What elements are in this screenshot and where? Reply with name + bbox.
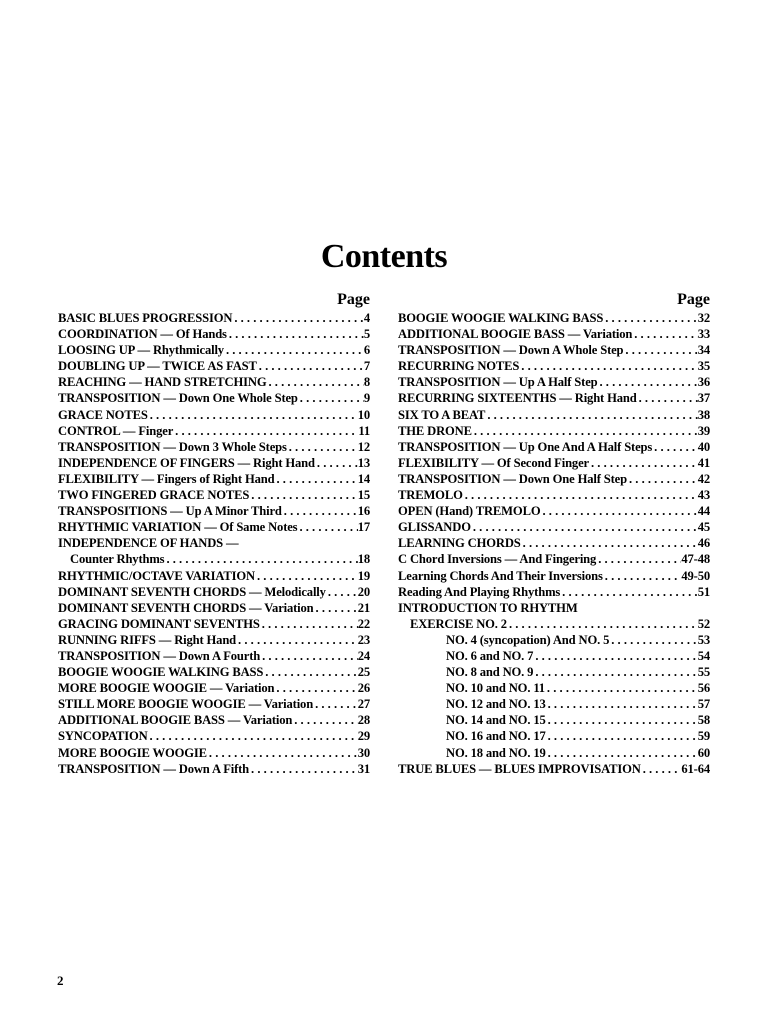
toc-entry-page: 5 [363,327,370,342]
toc-entry-page: 20 [357,584,370,599]
page-column-header: Page [337,291,370,308]
toc-entry [58,568,370,584]
dot-leader [519,358,697,374]
dot-leader [227,326,364,342]
toc-entry [58,535,370,551]
toc-entry-title: C Chord Inversions — And Fingering [398,552,597,567]
dot-leader [546,712,698,728]
toc-list-left [58,310,370,777]
toc-entry-title: EXERCISE NO. 2 [410,616,507,631]
toc-entry-title: NO. 14 and NO. 15 [446,713,546,728]
toc-entry-page: 53 [697,632,710,647]
toc-entry [58,407,370,423]
dot-leader [326,584,358,600]
dot-leader [623,342,697,358]
toc-entry [58,584,370,600]
toc-entry-title: TRANSPOSITIONS — Up A Minor Third [58,504,282,519]
toc-entry-page: 47-48 [681,552,710,567]
page-column-header: Page [677,291,710,308]
toc-entry-page: 7 [363,359,370,374]
toc-entry-title: THE DRONE [398,423,472,438]
toc-entry-title: BOOGIE WOOGIE WALKING BASS [58,665,264,680]
toc-entry-title: NO. 12 and NO. 13 [446,697,546,712]
toc-entry [398,326,710,342]
dot-leader [236,632,358,648]
toc-entry-page: 39 [697,423,710,438]
toc-entry-page: 31 [357,761,370,776]
toc-entry-title: MORE BOOGIE WOOGIE — Variation [58,681,275,696]
toc-entry-page: 37 [697,391,710,406]
toc-entry [58,326,370,342]
dot-leader [282,503,358,519]
toc-entry [398,471,710,487]
toc-entry [58,696,370,712]
toc-entry-page: 29 [357,729,370,744]
toc-entry-page: 46 [697,536,710,551]
toc-entry-title: NO. 18 and NO. 19 [446,745,546,760]
dot-leader [148,407,358,423]
dot-leader [463,487,698,503]
toc-entry-page: 57 [697,697,710,712]
dot-leader [173,423,358,439]
toc-entry [398,712,710,728]
toc-entry-page: 21 [357,600,370,615]
dot-leader [263,664,357,680]
dot-leader [224,342,364,358]
toc-entry-page: 24 [357,648,370,663]
dot-leader [627,471,698,487]
toc-entry-title: TRUE BLUES — BLUES IMPROVISATION [398,761,641,776]
toc-entry-title: SYNCOPATION [58,729,148,744]
toc-entry-page: 32 [697,311,710,325]
dot-leader [274,680,357,696]
dot-leader [315,455,358,471]
toc-entry-page: 8 [363,375,370,390]
toc-entry-page: 42 [697,471,710,486]
toc-entry [398,696,710,712]
toc-entry [398,632,710,648]
toc-entry-page: 38 [697,407,710,422]
dot-leader [298,390,364,406]
dot-leader [232,310,364,326]
toc-entry-title: RHYTHMIC VARIATION — Of Same Notes [58,520,298,535]
page-title: Contents [320,238,448,275]
toc-entry [398,455,710,471]
toc-entry-page: 19 [357,568,370,583]
toc-entry-title: RHYTHMIC/OCTAVE VARIATION [58,568,255,583]
toc-entry [398,745,710,761]
toc-entry-title: TRANSPOSITION — Down One Whole Step [58,391,298,406]
toc-entry-title: TRANSPOSITION — Up A Half Step [398,375,598,390]
toc-entry [398,423,710,439]
toc-entry-page: 59 [697,729,710,744]
toc-column-left [58,290,370,777]
dot-leader [292,712,357,728]
toc-entry-page: 58 [697,713,710,728]
toc-entry [58,374,370,390]
toc-entry [398,407,710,423]
dot-leader [207,745,358,761]
toc-entry-title: OPEN (Hand) TREMOLO [398,504,541,519]
toc-entry-title: RUNNING RIFFS — Right Hand [58,632,237,647]
toc-entry [398,664,710,680]
toc-entry [398,374,710,390]
dot-leader [637,390,698,406]
toc-entry-title: DOMINANT SEVENTH CHORDS — Variation [58,600,314,615]
dot-leader [507,616,698,632]
toc-entry [398,358,710,374]
toc-entry-page: 17 [357,520,370,535]
toc-entry [398,584,710,600]
dot-leader [164,551,357,567]
toc-entry-page: 52 [697,616,710,631]
toc-entry-page: 22 [357,616,370,631]
toc-entry [58,471,370,487]
toc-entry [398,728,710,744]
toc-entry [58,664,370,680]
dot-leader [545,680,698,696]
toc-entry-title: Learning Chords And Their Inversions [398,568,603,583]
dot-leader [313,696,358,712]
dot-leader [533,648,697,664]
toc-entry [398,568,710,584]
dot-leader [540,503,697,519]
dot-leader [472,423,698,439]
toc-entry [58,648,370,664]
toc-entry [398,680,710,696]
toc-entry-page: 61-64 [681,761,710,776]
toc-entry-page: 4 [363,311,370,325]
toc-entry-page: 45 [697,520,710,535]
dot-leader [632,326,697,342]
toc-entry-title: BASIC BLUES PROGRESSION [58,311,233,325]
dot-leader [641,761,682,777]
toc-entry [58,551,370,567]
toc-entry [398,519,710,535]
toc-entry-page: 12 [357,439,370,454]
toc-entry-title: NO. 8 and NO. 9 [446,665,534,680]
toc-entry-page: 36 [697,375,710,390]
toc-entry [58,728,370,744]
toc-entry-page: 28 [357,713,370,728]
toc-entry-title: CONTROL — Finger [58,423,174,438]
toc-entry [58,358,370,374]
dot-leader [603,310,697,326]
dot-leader [485,407,697,423]
toc-entry-page: 25 [357,665,370,680]
toc-entry-title: ADDITIONAL BOOGIE BASS — Variation [398,327,633,342]
toc-entry [58,600,370,616]
toc-entry [58,342,370,358]
toc-entry-page: 6 [363,343,370,358]
toc-entry-title: MORE BOOGIE WOOGIE [58,745,207,760]
toc-entry-title: BOOGIE WOOGIE WALKING BASS [398,311,604,325]
toc-entry [58,455,370,471]
dot-leader [257,358,364,374]
toc-entry-page: 11 [358,423,370,438]
toc-entry-page: 27 [357,697,370,712]
dot-leader [609,632,697,648]
toc-entry [58,632,370,648]
toc-entry-title: NO. 10 and NO. 11 [446,681,545,696]
toc-entry [398,648,710,664]
toc-entry-title: RECURRING NOTES [398,359,520,374]
toc-entry-title: TREMOLO [398,488,463,503]
toc-entry-page: 55 [697,665,710,680]
dot-leader [255,568,358,584]
toc-entry-title: DOUBLING UP — TWICE AS FAST [58,359,257,374]
toc-entry-title: GLISSANDO [398,520,471,535]
toc-entry-title: LEARNING CHORDS [398,536,521,551]
dot-leader [471,519,698,535]
dot-leader [314,600,358,616]
toc-entry [58,310,370,326]
dot-leader [533,664,697,680]
dot-leader [297,519,357,535]
toc-entry [398,600,710,616]
toc-entry-page: 14 [357,471,370,486]
toc-entry-title: NO. 6 and NO. 7 [446,648,534,663]
toc-entry-title: DOMINANT SEVENTH CHORDS — Melodically [58,584,326,599]
toc-entry-page: 41 [697,455,710,470]
toc-entry [398,487,710,503]
toc-entry [58,519,370,535]
dot-leader [560,584,698,600]
toc-entry-title: COORDINATION — Of Hands [58,327,227,342]
toc-entry-title: GRACE NOTES [58,407,148,422]
toc-entry-page: 54 [697,648,710,663]
toc-entry-title: TWO FINGERED GRACE NOTES [58,488,250,503]
toc-entry-title: REACHING — HAND STRETCHING [58,375,267,390]
toc-entry-page: 51 [697,584,710,599]
toc-entry-page: 16 [357,504,370,519]
toc-entry [58,439,370,455]
toc-entry-title: Counter Rhythms [70,552,165,567]
toc-entry-page: 10 [357,407,370,422]
toc-entry [398,535,710,551]
dot-leader [249,761,358,777]
toc-entry [398,616,710,632]
toc-entry-title: INTRODUCTION TO RHYTHM [398,600,578,615]
toc-entry [58,390,370,406]
toc-entry-page: 40 [697,439,710,454]
toc-entry-title: FLEXIBILITY — Fingers of Right Hand [58,471,275,486]
toc-entry [398,761,710,777]
toc-entry [398,310,710,326]
toc-entry [398,551,710,567]
toc-entry-page: 35 [697,359,710,374]
dot-leader [148,728,358,744]
dot-leader [260,648,358,664]
toc-entry-title: RECURRING SIXTEENTHS — Right Hand [398,391,637,406]
toc-entry-page: 60 [697,745,710,760]
dot-leader [249,487,357,503]
dot-leader [652,439,698,455]
toc-entry-title: TRANSPOSITION — Down 3 Whole Steps [58,439,287,454]
toc-entry-title: TRANSPOSITION — Down A Fourth [58,648,261,663]
toc-entry-title: GRACING DOMINANT SEVENTHS [58,616,260,631]
toc-entry [58,712,370,728]
toc-entry [58,487,370,503]
dot-leader [596,551,681,567]
toc-entry-page: 18 [357,552,370,567]
toc-entry-page: 33 [697,327,710,342]
toc-entry [58,761,370,777]
toc-entry [58,680,370,696]
toc-column-right [398,290,710,777]
toc-entry [398,342,710,358]
toc-entry-title: FLEXIBILITY — Of Second Finger [398,455,589,470]
toc-entry-title: STILL MORE BOOGIE WOOGIE — Variation [58,697,314,712]
dot-leader [274,471,357,487]
dot-leader [589,455,698,471]
dot-leader [266,374,363,390]
toc-entry-page: 49-50 [681,568,710,583]
toc-list-right [398,310,710,777]
toc-entry-page: 43 [697,488,710,503]
dot-leader [287,439,358,455]
toc-entry-page: 23 [357,632,370,647]
toc-entry-title: ADDITIONAL BOOGIE BASS — Variation [58,713,293,728]
toc-entry [398,439,710,455]
dot-leader [546,696,698,712]
toc-entry-page: 34 [697,343,710,358]
dot-leader [521,535,698,551]
toc-entry-title: TRANSPOSITION — Down One Half Step [398,471,627,486]
dot-leader [546,745,698,761]
dot-leader [546,728,698,744]
toc-entry [58,503,370,519]
toc-entry-title: SIX TO A BEAT [398,407,486,422]
toc-entry [398,503,710,519]
toc-entry-page: 13 [357,455,370,470]
toc-entry-title: INDEPENDENCE OF FINGERS — Right Hand [58,455,315,470]
toc-entry-title: TRANSPOSITION — Down A Fifth [58,761,250,776]
dot-leader [603,568,682,584]
toc-entry-title: NO. 4 (syncopation) And NO. 5 [446,632,610,647]
toc-entry-page: 9 [363,391,370,406]
toc-entry-title: LOOSING UP — Rhythmically [58,343,224,358]
toc-entry [58,745,370,761]
toc-entry-page: 15 [357,488,370,503]
toc-entry-title: INDEPENDENCE OF HANDS — [58,536,239,551]
toc-entry-title: NO. 16 and NO. 17 [446,729,546,744]
toc-entry-page: 44 [697,504,710,519]
toc-entry-title: TRANSPOSITION — Down A Whole Step [398,343,624,358]
toc-entry [58,423,370,439]
dot-leader [260,616,358,632]
toc-entry-title: Reading And Playing Rhythms [398,584,561,599]
toc-entry [398,390,710,406]
toc-entry-title: TRANSPOSITION — Up One And A Half Steps [398,439,653,454]
dot-leader [598,374,698,390]
toc-entry-page: 56 [697,681,710,696]
page-number: 2 [57,973,64,988]
toc-entry-page: 30 [357,745,370,760]
toc-entry-page: 26 [357,681,370,696]
toc-entry [58,616,370,632]
